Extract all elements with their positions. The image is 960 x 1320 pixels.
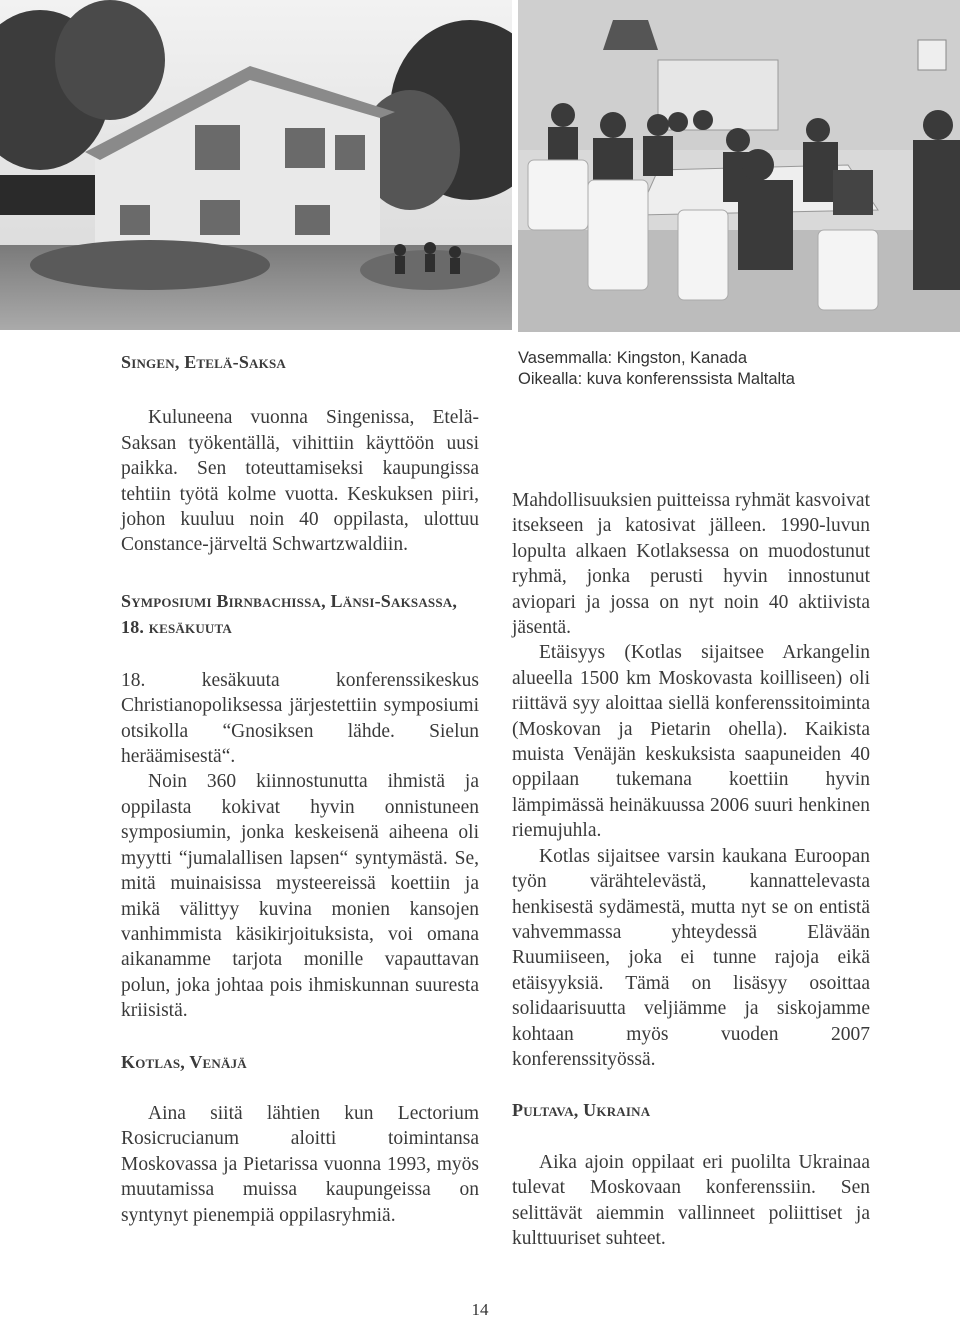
page-number: 14 [471, 1300, 489, 1319]
photo-caption [518, 348, 870, 390]
heading-singen: Singen, Etelä-Saksa [121, 352, 286, 372]
paragraph-singen: Kuluneena vuonna Singenissa, Etelä-Saksan työkentällä, vihittiin käyttöön uusi paikka. Sen toteuttamiseksi kaupungissa tehtiin työtä kolme vuotta. Keskuksen piiri, johon kuuluu noin 40 oppilasta, ulottuu Constance-järveltä Schwartzwaldiin. [121, 407, 479, 556]
heading-kotlas: Kotlas, Venäjä [121, 1051, 247, 1072]
paragraph-kotlas-solidarity: Kotlas sijaitsee varsin kaukana Euroopan työn värähtelevästä, kannattelevasta henkisestä sydämestä, mutta nyt se on entistä vahvemmassa yhteydessä Elävään Ruumiiseen, joka ei tunne rajoja eikä etäisyyksiä. Tämä on lisäsyy osoittaa solidaarisuutta veljiämme ja siskojamme kohtaan myös vuoden 2007 konferenssityössä. [512, 845, 870, 1070]
paragraph-symposium-1: 18. kesäkuuta konferenssikeskus Christianopoliksessa järjestettiin symposiumi otsikolla “Gnosiksen lähde. Sielun heräämisestä“. [121, 669, 479, 768]
conference-image [518, 0, 960, 332]
paragraph-pultava: Aika ajoin oppilaat eri puolilta Ukrainaa tulevat Moskovaan konferenssiin. Sen selittävät aiemmin vallinneet poliittiset ja kulttuuriset suhteet. [512, 1151, 870, 1249]
heading-symposium: Symposiumi Birnbachissa, Länsi-Saksassa, 18. kesäkuuta [121, 590, 458, 637]
right-column [512, 340, 870, 1251]
paragraph-kotlas-distance: Etäisyys (Kotlas sijaitsee Arkangelin alueella 1500 km Moskovasta koilliseen) oli riittävä syy aloittaa siellä konferenssitoiminta (Moskovan ja Pietarin ohella). Kaikista muista Venäjän keskuksista saapuneiden 40 oppilaan tukemana koettiin hyvin lämpimässä heinäkuussa 2006 suuri henkinen riemujuhla. [512, 642, 870, 842]
paragraph-kotlas-groups: Mahdollisuuksien puitteissa ryhmät kasvoivat itsekseen ja katosivat jälleen. 1990-luvun lopulta alkaen Kotlaksessa on muodostunut ryhmä, jonka perusti hyvin innostunut aviopari ja jossa on nyt noin 40 aktiivista jäsentä. [512, 490, 870, 639]
caption-left: Vasemmalla: Kingston, Kanada [518, 349, 747, 367]
left-column [121, 340, 479, 1228]
caption-right: Oikealla: kuva konferenssista Maltalta [518, 370, 795, 388]
paragraph-kotlas: Aina siitä lähtien kun Lectorium Rosicrucianum aloitti toimintansa Moskovassa ja Pietarissa vuonna 1993, myös muutamissa muissa kaupungeissa on syntynyt pienempiä oppilasryhmiä. [121, 1102, 479, 1226]
heading-pultava: Pultava, Ukraina [512, 1100, 651, 1121]
photo-house [0, 0, 512, 330]
photo-conference [518, 0, 960, 332]
house-image [0, 0, 512, 330]
paragraph-symposium-2: Noin 360 kiinnostunutta ihmistä ja oppilasta kokivat hyvin onnistuneen symposiumin, jonka keskeisenä aiheena oli myytti “jumalallisen lapsen“ syntymästä. Se, mitä muinaisissa mysteereissä koettiin ja mikä välittyy kuvina monien kansojen vanhimmista käsikirjoituksista, voi omana aikanamme tarjota monille vapauttavan polun, joka johtaa pois ihmiskunnan suuresta kriisistä. [121, 771, 479, 1022]
